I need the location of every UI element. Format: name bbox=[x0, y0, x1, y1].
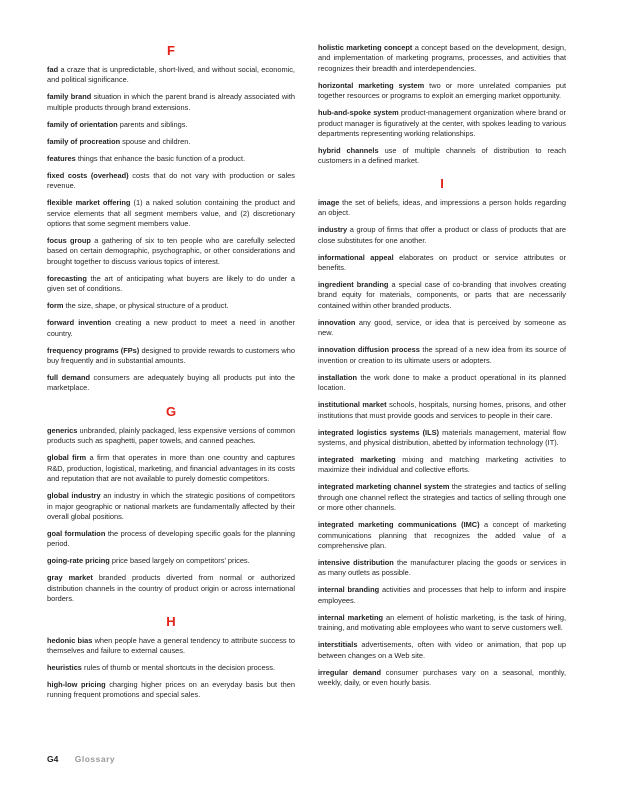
glossary-entry bbox=[47, 120, 295, 130]
glossary-term: hedonic bias bbox=[47, 635, 93, 645]
glossary-entry bbox=[47, 274, 295, 295]
glossary-definition: activities and processes that help to inform and inspire employees. bbox=[318, 585, 566, 605]
glossary-term: going-rate pricing bbox=[47, 556, 110, 566]
glossary-entry bbox=[47, 198, 295, 229]
glossary-term: gray market bbox=[47, 573, 93, 583]
glossary-term: irregular demand bbox=[318, 667, 382, 677]
glossary-definition: branded products diverted from normal or authorized distribution channels in the country of product origin or across international borders. bbox=[47, 573, 295, 604]
glossary-entry bbox=[47, 491, 295, 522]
glossary-definition: the process of developing specific goals for the planning period. bbox=[47, 528, 295, 549]
glossary-term: integrated logistics systems (ILS) bbox=[318, 427, 439, 437]
glossary-entry bbox=[318, 428, 566, 449]
glossary-term: flexible market offering bbox=[47, 198, 131, 208]
glossary-definition: spouse and children. bbox=[122, 136, 191, 146]
glossary-entry bbox=[47, 663, 295, 673]
glossary-entry bbox=[47, 573, 295, 604]
glossary-definition: costs that do not vary with production or sales revenue. bbox=[47, 170, 295, 191]
glossary-term: integrated marketing bbox=[318, 454, 396, 464]
glossary-definition: consumers are adequately buying all products put into the marketplace. bbox=[47, 373, 295, 393]
glossary-entry bbox=[318, 613, 566, 634]
glossary-definition: an industry in which the strategic positions of competitors in major geographic or national markets are fundamentally affected by their overall global positions. bbox=[47, 491, 295, 521]
glossary-definition: the size, shape, or physical structure of a product. bbox=[65, 301, 229, 311]
glossary-entry bbox=[47, 680, 295, 701]
section-h-entries bbox=[47, 636, 295, 701]
glossary-entry bbox=[47, 236, 295, 267]
glossary-definition: designed to provide rewards to customers who buy frequently and in substantial amounts. bbox=[47, 345, 295, 366]
glossary-definition: a gathering of six to ten people who are carefully selected based on certain demographic, psychographic, or other considerations and brought together to discuss various topics of interest. bbox=[47, 236, 295, 266]
glossary-entry bbox=[318, 253, 566, 274]
glossary-definition: use of multiple channels of distribution to reach customers in a defined market. bbox=[318, 146, 566, 166]
glossary-definition: materials management, material flow systems, and physical distribution, abetted by information technology (IT). bbox=[318, 427, 566, 447]
glossary-term: high-low pricing bbox=[47, 679, 106, 689]
glossary-entry bbox=[318, 520, 566, 551]
glossary-definition: a craze that is unpredictable, short-lived, and without social, economic, and political significance. bbox=[47, 65, 295, 85]
glossary-entry bbox=[318, 43, 566, 74]
glossary-entry bbox=[318, 345, 566, 366]
glossary-definition: price based largely on competitors' prices. bbox=[111, 556, 250, 566]
glossary-entry bbox=[318, 455, 566, 476]
glossary-term: internal marketing bbox=[318, 612, 383, 622]
left-column bbox=[47, 43, 295, 707]
glossary-entry bbox=[47, 171, 295, 192]
glossary-entry bbox=[47, 453, 295, 484]
glossary-term: heuristics bbox=[47, 662, 82, 672]
glossary-term: forecasting bbox=[47, 273, 87, 283]
glossary-term: family of procreation bbox=[47, 136, 121, 146]
glossary-definition: the manufacturer placing the goods or services in as many outlets as possible. bbox=[318, 557, 567, 578]
glossary-definition: the set of beliefs, ideas, and impressions a person holds regarding an object. bbox=[318, 197, 566, 218]
glossary-definition: the spread of a new idea from its source of invention or creation to its ultimate users or adopters. bbox=[318, 345, 566, 365]
glossary-entry bbox=[318, 558, 566, 579]
glossary-definition: two or more unrelated companies put together resources or programs to exploit an emerging market opportunity. bbox=[318, 80, 566, 101]
glossary-definition: advertisements, often with video or animation, that pop up between changes on a Web site. bbox=[318, 640, 566, 660]
glossary-definition: an element of holistic marketing, is the task of hiring, training, and motivating able employees who want to serve customers well. bbox=[318, 612, 566, 633]
glossary-entry bbox=[318, 225, 566, 246]
glossary-entry bbox=[47, 318, 295, 339]
glossary-term: forward invention bbox=[47, 318, 112, 328]
glossary-entry bbox=[318, 108, 566, 139]
section-h-continued-entries bbox=[318, 43, 566, 167]
glossary-term: innovation diffusion process bbox=[318, 345, 420, 355]
glossary-definition: a group of firms that offer a product or class of products that are close substitutes for one another. bbox=[318, 225, 566, 245]
glossary-term: goal formulation bbox=[47, 528, 106, 538]
glossary-entry bbox=[318, 280, 566, 311]
glossary-entry bbox=[318, 585, 566, 606]
glossary-term: institutional market bbox=[318, 400, 387, 410]
glossary-definition: a special case of co-branding that involves creating brand equity for materials, components, or parts that are necessarily contained within other branded products. bbox=[318, 280, 566, 310]
glossary-term: industry bbox=[318, 225, 348, 235]
glossary-definition: rules of thumb or mental shortcuts in the decision process. bbox=[83, 662, 276, 672]
glossary-definition: a concept of marketing communications planning that recognizes the added value of a comprehensive plan. bbox=[318, 520, 566, 550]
glossary-term: ingredient branding bbox=[318, 280, 389, 290]
glossary-entry bbox=[318, 640, 566, 661]
section-letter-h: H bbox=[166, 613, 176, 629]
section-letter-f: F bbox=[167, 43, 175, 58]
glossary-entry bbox=[47, 556, 295, 566]
glossary-entry bbox=[47, 137, 295, 147]
glossary-definition: elaborates on product or service attributes or benefits. bbox=[318, 252, 566, 273]
glossary-term: fixed costs (overhead) bbox=[47, 170, 129, 180]
glossary-term: family of orientation bbox=[47, 119, 118, 129]
glossary-term: integrated marketing channel system bbox=[318, 482, 450, 492]
glossary-definition: when people have a general tendency to attribute success to themselves and failure to external causes. bbox=[47, 635, 295, 655]
glossary-definition: creating a new product to meet a need in another country. bbox=[47, 318, 295, 338]
page-footer bbox=[47, 754, 115, 764]
glossary-term: features bbox=[47, 153, 76, 163]
glossary-term: internal branding bbox=[318, 585, 380, 595]
glossary-definition: a concept based on the development, design, and implementation of marketing programs, processes, and activities that recognizes their breadth and interdependencies. bbox=[318, 43, 566, 73]
glossary-term: intensive distribution bbox=[318, 557, 394, 567]
glossary-term: interstitials bbox=[318, 640, 358, 650]
section-f-entries bbox=[47, 65, 295, 394]
glossary-term: hub-and-spoke system bbox=[318, 108, 399, 118]
glossary-entry bbox=[318, 373, 566, 394]
glossary-entry bbox=[318, 400, 566, 421]
running-title: Glossary bbox=[74, 754, 116, 764]
page-number: G4 bbox=[47, 754, 59, 764]
glossary-term: family brand bbox=[47, 92, 92, 102]
glossary-term: innovation bbox=[318, 317, 356, 327]
glossary-definition: the strategies and tactics of selling through one channel reflect the strategies and tactics of selling through one or more other channels. bbox=[318, 482, 566, 513]
glossary-definition: any good, service, or idea that is perceived by someone as new. bbox=[318, 317, 566, 338]
glossary-definition: mixing and matching marketing activities to maximize their individual and collective efforts. bbox=[318, 454, 566, 475]
section-i-entries bbox=[318, 198, 566, 689]
glossary-entry bbox=[47, 636, 295, 657]
section-letter-i: I bbox=[440, 175, 444, 191]
glossary-entry bbox=[47, 346, 295, 367]
glossary-entry bbox=[47, 154, 295, 164]
glossary-term: hybrid channels bbox=[318, 146, 379, 156]
glossary-term: focus group bbox=[47, 236, 91, 246]
glossary-term: global industry bbox=[47, 491, 101, 501]
glossary-definition: parents and siblings. bbox=[119, 119, 188, 129]
glossary-definition: schools, hospitals, nursing homes, prisons, and other institutions that must provide goods and services to people in their care. bbox=[318, 400, 567, 420]
glossary-term: horizontal marketing system bbox=[318, 80, 425, 90]
glossary-term: informational appeal bbox=[318, 252, 394, 262]
glossary-definition: consumer purchases vary on a seasonal, monthly, weekly, daily, or even hourly basis. bbox=[318, 667, 566, 687]
glossary-term: global firm bbox=[47, 453, 87, 463]
glossary-term: generics bbox=[47, 425, 78, 435]
glossary-term: integrated marketing communications (IMC) bbox=[318, 520, 480, 530]
glossary-definition: the work done to make a product operational in its planned location. bbox=[318, 372, 566, 393]
glossary-definition: situation in which the parent brand is already associated with multiple products through brand extensions. bbox=[47, 92, 295, 112]
glossary-term: frequency programs (FPs) bbox=[47, 345, 140, 355]
glossary-entry bbox=[318, 668, 566, 689]
glossary-entry bbox=[47, 301, 295, 311]
glossary-entry bbox=[318, 81, 566, 102]
glossary-entry bbox=[47, 65, 295, 86]
glossary-entry bbox=[318, 318, 566, 339]
glossary-definition: product-management organization where brand or product manager is figuratively at the center, with spokes leading to various departments representing working relationships. bbox=[318, 108, 567, 139]
glossary-term: form bbox=[47, 301, 64, 311]
glossary-definition: things that enhance the basic function of a product. bbox=[77, 153, 246, 163]
glossary-entry bbox=[318, 198, 566, 219]
glossary-entry bbox=[47, 529, 295, 550]
glossary-definition: the art of anticipating what buyers are likely to do under a given set of conditions. bbox=[47, 273, 295, 294]
section-g-entries bbox=[47, 426, 295, 605]
glossary-entry bbox=[318, 482, 566, 513]
glossary-entry bbox=[47, 92, 295, 113]
right-column bbox=[318, 43, 566, 695]
glossary-definition: (1) a naked solution containing the product and service elements that all segment members value, and (2) discretionary options that some segment members value. bbox=[47, 198, 295, 229]
glossary-term: installation bbox=[318, 372, 358, 382]
glossary-entry bbox=[47, 426, 295, 447]
glossary-definition: charging higher prices on an everyday basis but then running frequent promotions and special sales. bbox=[47, 679, 295, 700]
glossary-definition: a firm that operates in more than one country and captures R&D, production, logistical, marketing, and financial advantages in its costs and reputation that are not available to purely domestic competitors. bbox=[47, 453, 296, 484]
glossary-term: image bbox=[318, 197, 340, 207]
glossary-term: holistic marketing concept bbox=[318, 43, 413, 52]
glossary-definition: unbranded, plainly packaged, less expensive versions of common products such as spaghetti, paper towels, and canned peaches. bbox=[47, 425, 295, 446]
section-letter-g: G bbox=[165, 403, 177, 419]
glossary-entry bbox=[318, 146, 566, 167]
glossary-term: full demand bbox=[47, 373, 90, 383]
glossary-entry bbox=[47, 373, 295, 394]
glossary-term: fad bbox=[47, 65, 59, 74]
